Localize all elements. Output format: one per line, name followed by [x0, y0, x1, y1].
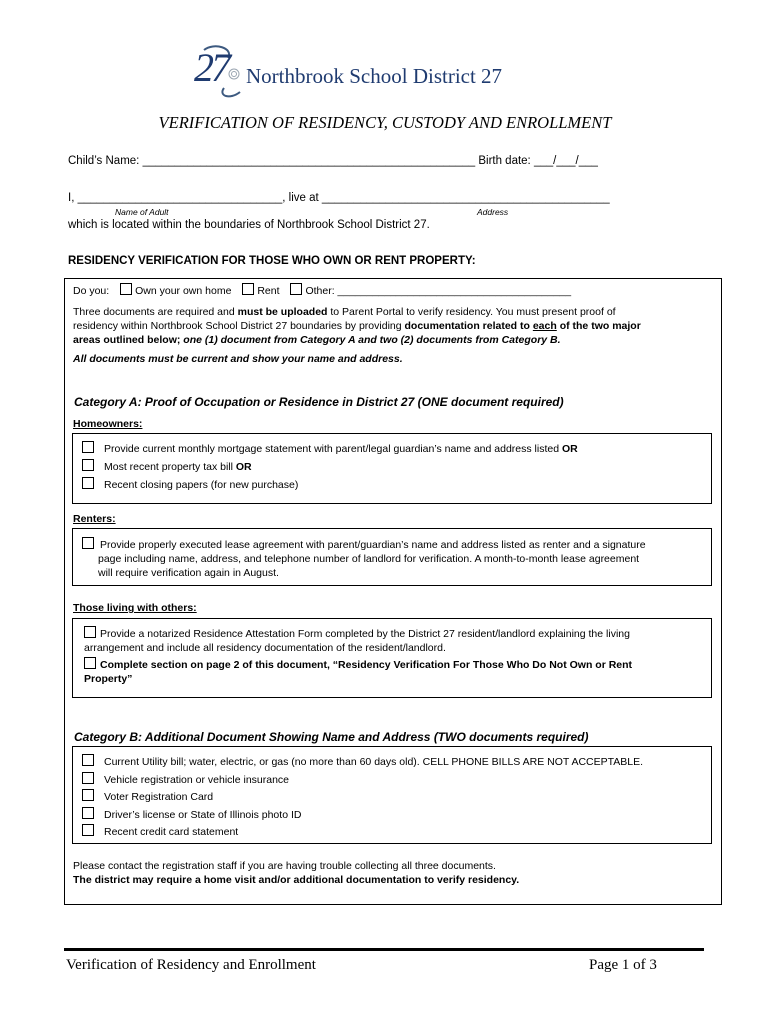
mortgage-checkbox[interactable] — [82, 441, 94, 453]
item-text: Recent closing papers (for new purchase) — [104, 479, 299, 491]
category-b-item — [82, 772, 643, 790]
others-line: Property” — [84, 673, 133, 685]
living-with-others-label: Those living with others: — [73, 602, 197, 614]
vehicle-registration-checkbox[interactable] — [82, 772, 94, 784]
renter-line: page including name, address, and telephone number of landlord for verification. A month-to-month lease agreement — [98, 553, 640, 565]
page2-section-checkbox[interactable] — [84, 657, 96, 669]
homeowners-list — [82, 441, 578, 495]
living-with-others-text — [84, 626, 632, 686]
contact-note — [73, 859, 519, 887]
contact-line: Please contact the registration staff if you are having trouble collecting all three documents. — [73, 860, 496, 872]
item-text: Vehicle registration or vehicle insurance — [104, 773, 290, 786]
category-b-item — [82, 754, 643, 772]
item-text: Driver’s license or State of Illinois photo ID — [104, 808, 302, 821]
do-you-label: Do you: — [73, 285, 110, 297]
do-you-row — [73, 283, 571, 298]
renters-label: Renters: — [73, 513, 116, 525]
intro-upload-emphasis: must be uploaded — [237, 306, 328, 318]
intro-text: residency within Northbrook School District 27 boundaries by providing — [73, 320, 405, 332]
name-of-adult-caption: Name of Adult — [115, 207, 169, 217]
category-b-heading: Category B: Additional Document Showing Name and Address (TWO documents required) — [74, 730, 589, 744]
intro-text: to Parent Portal to verify residency. You must present proof of — [327, 306, 616, 318]
homeowner-item — [82, 441, 578, 459]
attestation-checkbox[interactable] — [84, 626, 96, 638]
item-or: OR — [561, 443, 578, 455]
credit-card-statement-checkbox[interactable] — [82, 824, 94, 836]
intro-doc-emphasis: documentation related to — [404, 320, 533, 332]
drivers-license-checkbox[interactable] — [82, 807, 94, 819]
rent-label: Rent — [257, 285, 280, 297]
intro-paragraph — [73, 305, 713, 366]
intro-text: Three documents are required and — [73, 306, 238, 318]
homeowner-item — [82, 477, 578, 495]
item-text: Provide current monthly mortgage statement with parent/legal guardian’s name and address listed — [104, 443, 562, 455]
renter-line: will require verification again in August. — [98, 567, 279, 579]
page-number: Page 1 of 3 — [589, 957, 657, 973]
rent-checkbox[interactable] — [242, 283, 254, 295]
district-name: Northbrook School District 27 — [246, 64, 503, 88]
item-text: Recent credit card statement — [104, 826, 239, 838]
voter-card-checkbox[interactable] — [82, 789, 94, 801]
others-line: Provide a notarized Residence Attestation Form completed by the District 27 resident/landlord explaining the living — [100, 628, 630, 640]
own-home-checkbox[interactable] — [120, 283, 132, 295]
others-line: Complete section on page 2 of this document, “Residency Verification For Those Who Do Not Own or Rent — [100, 659, 633, 671]
category-b-list — [82, 754, 643, 842]
child-name-line: Child’s Name: ____________________________________________________ Birth date: ___/___/___ — [68, 155, 598, 167]
other-checkbox[interactable] — [290, 283, 302, 295]
intro-each-emphasis: each — [532, 320, 557, 332]
intro-doc-emphasis: of the two major — [556, 320, 641, 332]
own-home-label: Own your own home — [135, 285, 232, 297]
renter-line: Provide properly executed lease agreement with parent/guardian’s name and address listed as renter and a signature — [100, 539, 646, 551]
others-line: arrangement and include all residency documentation of the resident/landlord. — [84, 642, 446, 654]
item-or: OR — [235, 461, 252, 473]
category-b-item — [82, 789, 643, 807]
residency-section-heading: RESIDENCY VERIFICATION FOR THOSE WHO OWN OR RENT PROPERTY: — [68, 255, 476, 267]
category-b-item — [82, 807, 643, 825]
footer-rule — [64, 948, 704, 951]
utility-bill-checkbox[interactable] — [82, 754, 94, 766]
category-b-item — [82, 824, 643, 842]
logo-number: 27 — [194, 45, 228, 90]
renters-text — [82, 537, 646, 580]
homeowner-item — [82, 459, 578, 477]
intro-current-note: All documents must be current and show your name and address. — [73, 353, 403, 365]
tax-bill-checkbox[interactable] — [82, 459, 94, 471]
homeowners-label: Homeowners: — [73, 418, 143, 430]
intro-category-requirement: one (1) document from Category A and two (2) documents from Category B. — [183, 334, 561, 346]
closing-papers-checkbox[interactable] — [82, 477, 94, 489]
other-label: Other: ________________________________________ — [305, 285, 572, 297]
item-text: Current Utility bill; water, electric, or gas (no more than 60 days old). CELL PHONE BILLS ARE NOT ACCEPTABLE. — [104, 756, 644, 768]
address-caption: Address — [477, 207, 509, 217]
home-visit-note: The district may require a home visit and/or additional documentation to verify residency. — [73, 874, 520, 886]
document-title: VERIFICATION OF RESIDENCY, CUSTODY AND ENROLLMENT — [158, 113, 612, 132]
district-logo — [190, 44, 250, 100]
item-text: Most recent property tax bill — [104, 461, 236, 473]
adult-address-line: I, ________________________________, live at _____________________________________________ — [68, 192, 610, 204]
footer-title: Verification of Residency and Enrollment — [66, 957, 316, 973]
category-a-heading: Category A: Proof of Occupation or Residence in District 27 (ONE document required) — [74, 395, 564, 409]
item-text: Voter Registration Card — [104, 791, 214, 803]
boundary-line: which is located within the boundaries of Northbrook School District 27. — [68, 219, 430, 231]
lease-checkbox[interactable] — [82, 537, 94, 549]
intro-text: areas outlined below; — [73, 334, 184, 346]
